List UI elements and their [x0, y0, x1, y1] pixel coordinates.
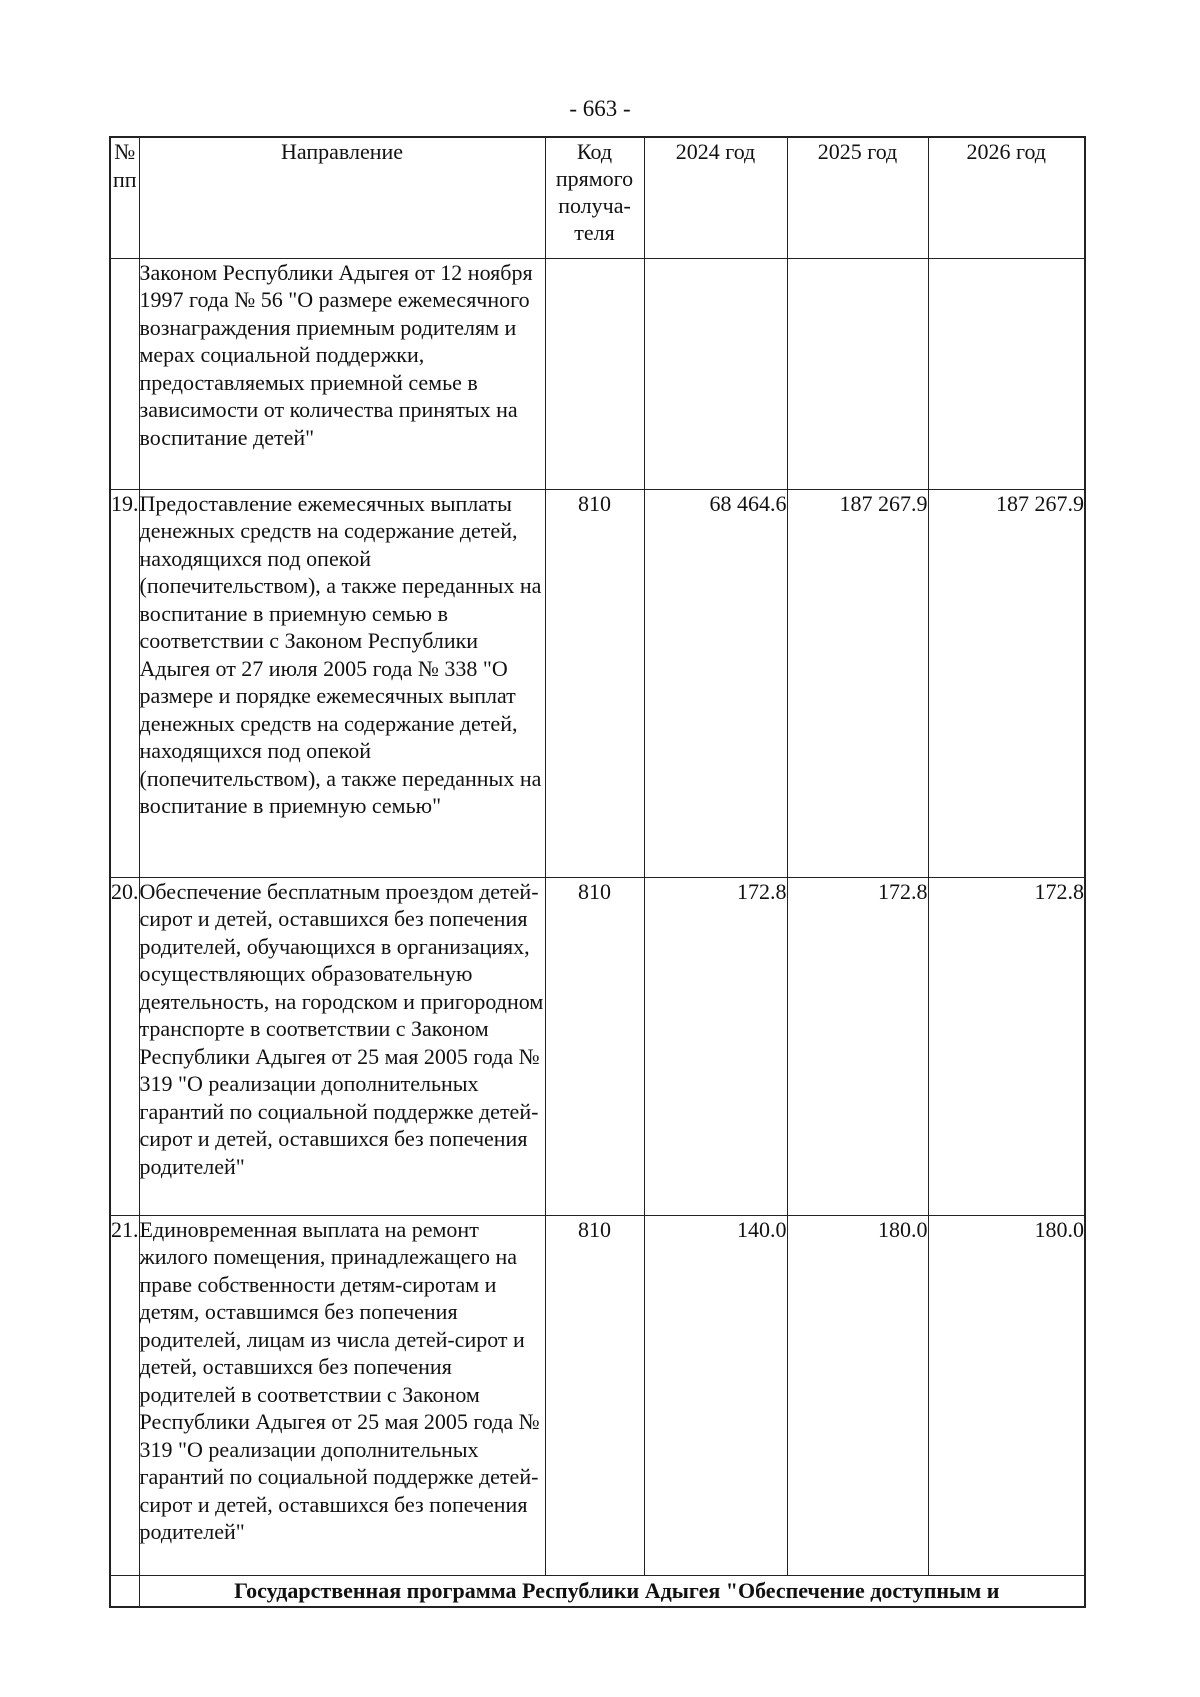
- table-row: [110, 1215, 1085, 1575]
- program-title: Государственная программа Республики Адыгея "Обеспечение доступным и: [139, 1575, 1085, 1607]
- row-amount-2024: [644, 258, 787, 489]
- header-2024: 2024 год: [644, 137, 787, 258]
- row-number: [110, 258, 139, 489]
- row-code: 810: [545, 489, 644, 877]
- row-direction: Законом Республики Адыгея от 12 ноября 1997 года № 56 "О размере ежемесячного вознаграждения приемным родителям и мерах социальной поддержки, предоставляемых приемной семье в зависимости от количества принятых на воспитание детей": [139, 258, 545, 489]
- table-header-row: [110, 137, 1085, 258]
- row-number: 21.: [110, 1215, 139, 1575]
- row-amount-2025: 180.0: [787, 1215, 928, 1575]
- row-amount-2026: 172.8: [928, 877, 1085, 1215]
- header-direction: Направление: [139, 137, 545, 258]
- row-amount-2026: 180.0: [928, 1215, 1085, 1575]
- row-amount-2026: 187 267.9: [928, 489, 1085, 877]
- program-title-number-cell: [110, 1575, 139, 1607]
- row-direction: Единовременная выплата на ремонт жилого помещения, принадлежащего на праве собственности детям-сиротам и детям, оставшимся без попечения родителей, лицам из числа детей-сирот и детей, оставшихся без попечения родителей в соответствии с Законом Республики Адыгея от 25 мая 2005 года № 319 "О реализации дополнительных гарантий по социальной поддержке детей-сирот и детей, оставшихся без попечения родителей": [139, 1215, 545, 1575]
- row-amount-2024: 140.0: [644, 1215, 787, 1575]
- header-no: № пп: [110, 137, 139, 258]
- table-row: [110, 258, 1085, 489]
- table-row: [110, 489, 1085, 877]
- row-code: 810: [545, 1215, 644, 1575]
- row-direction: Обеспечение бесплатным проездом детей-сирот и детей, оставшихся без попечения родителей, обучающихся в организациях, осуществляющих образовательную деятельность, на городском и пригородном транспорте в соответствии с Законом Республики Адыгея от 25 мая 2005 года № 319 "О реализации дополнительных гарантий по социальной поддержке детей-сирот и детей, оставшихся без попечения родителей": [139, 877, 545, 1215]
- page-number: - 663 -: [569, 96, 631, 121]
- row-amount-2025: 187 267.9: [787, 489, 928, 877]
- row-amount-2024: 68 464.6: [644, 489, 787, 877]
- header-2026: 2026 год: [928, 137, 1085, 258]
- row-number: 20.: [110, 877, 139, 1215]
- header-code: Код прямого получа-теля: [545, 137, 644, 258]
- program-title-row: [110, 1575, 1085, 1607]
- table-row: [110, 877, 1085, 1215]
- budget-table: [109, 136, 1086, 1608]
- header-2025: 2025 год: [787, 137, 928, 258]
- row-number: 19.: [110, 489, 139, 877]
- row-code: [545, 258, 644, 489]
- row-amount-2024: 172.8: [644, 877, 787, 1215]
- row-amount-2025: 172.8: [787, 877, 928, 1215]
- row-code: 810: [545, 877, 644, 1215]
- row-direction: Предоставление ежемесячных выплаты денежных средств на содержание детей, находящихся под опекой (попечительством), а также переданных на воспитание в приемную семью в соответствии с Законом Республики Адыгея от 27 июля 2005 года № 338 "О размере и порядке ежемесячных выплат денежных средств на содержание детей, находящихся под опекой (попечительством), а также переданных на воспитание в приемную семью": [139, 489, 545, 877]
- row-amount-2026: [928, 258, 1085, 489]
- row-amount-2025: [787, 258, 928, 489]
